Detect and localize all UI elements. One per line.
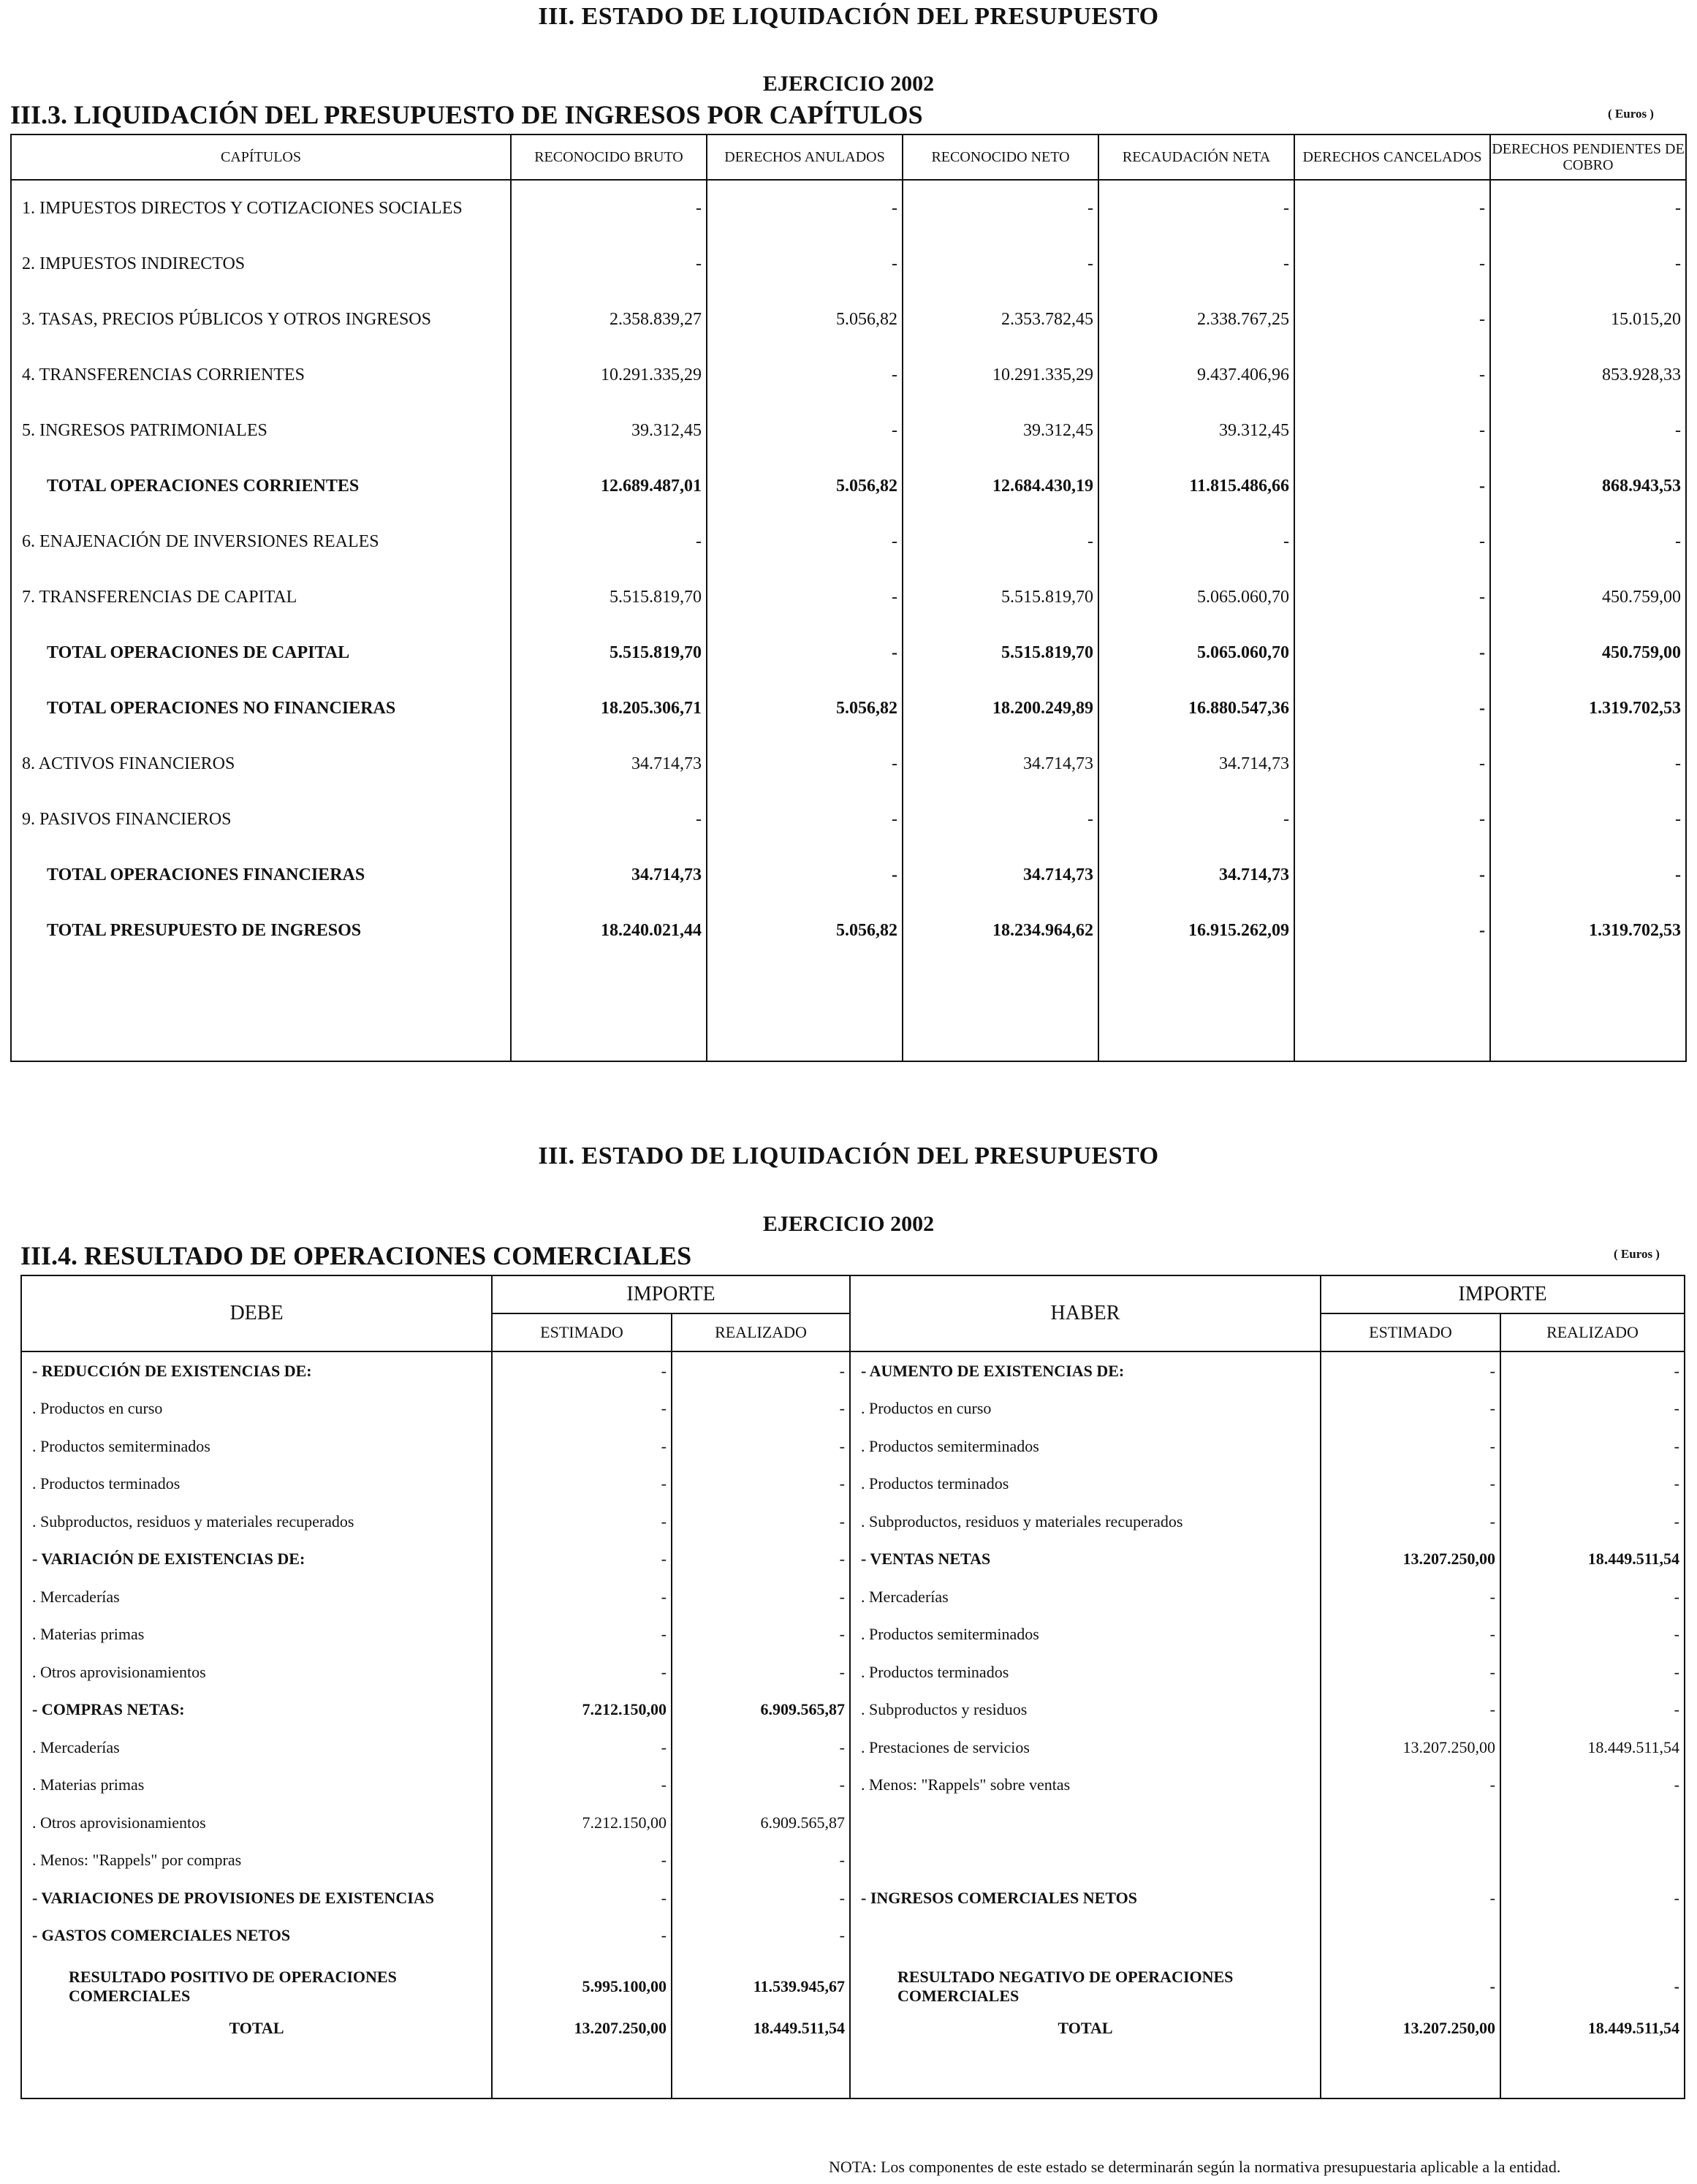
realizado-value: - bbox=[672, 1917, 850, 1955]
table-row bbox=[21, 1804, 1685, 1842]
row-value: 5.056,82 bbox=[707, 458, 903, 514]
realizado-value: - bbox=[1674, 1662, 1679, 1681]
realizado-value bbox=[1500, 1842, 1685, 1880]
row-value: - bbox=[707, 180, 903, 236]
debe-label: . Otros aprovisionamientos bbox=[21, 1804, 492, 1842]
estimado-value: - bbox=[1321, 1427, 1500, 1466]
row-value: 10.291.335,29 bbox=[903, 347, 1098, 403]
table-row bbox=[21, 2019, 1685, 2044]
table-row bbox=[21, 1541, 1685, 1579]
row-label: 8. ACTIVOS FINANCIEROS bbox=[11, 736, 511, 792]
header-importe-debe: IMPORTE bbox=[492, 1275, 850, 1313]
empty-row bbox=[11, 958, 1686, 1061]
row-value: - bbox=[1294, 292, 1490, 347]
table-row bbox=[21, 1616, 1685, 1654]
row-label: 9. PASIVOS FINANCIEROS bbox=[11, 792, 511, 847]
estimado-value: - bbox=[1321, 1616, 1500, 1654]
estimado-value: - bbox=[1321, 1653, 1500, 1691]
row-value: - bbox=[707, 736, 903, 792]
row-value: - bbox=[707, 403, 903, 458]
table-row bbox=[21, 1917, 1685, 1955]
estimado-value: 7.212.150,00 bbox=[492, 1691, 672, 1729]
row-value: - bbox=[707, 847, 903, 903]
row-value: - bbox=[1675, 254, 1681, 273]
table-row bbox=[11, 680, 1686, 736]
estimado-value: - bbox=[1321, 1691, 1500, 1729]
realizado-value: - bbox=[1674, 1474, 1679, 1493]
row-value: - bbox=[903, 792, 1098, 847]
realizado-value: - bbox=[1674, 1512, 1679, 1531]
table-row bbox=[21, 1691, 1685, 1729]
header-haber-realizado: REALIZADO bbox=[1500, 1313, 1685, 1351]
row-value: - bbox=[1675, 754, 1681, 773]
row-value: 10.291.335,29 bbox=[511, 347, 707, 403]
table-row bbox=[11, 292, 1686, 347]
table-row bbox=[21, 1767, 1685, 1805]
row-value: - bbox=[707, 347, 903, 403]
row-value: - bbox=[511, 236, 707, 292]
row-value: 16.880.547,36 bbox=[1098, 680, 1294, 736]
estimado-value: 7.212.150,00 bbox=[492, 1804, 672, 1842]
row-value: 5.515.819,70 bbox=[903, 625, 1098, 680]
haber-label: . Productos en curso bbox=[850, 1390, 1321, 1428]
row-label: TOTAL OPERACIONES DE CAPITAL bbox=[11, 625, 511, 680]
realizado-value: - bbox=[672, 1390, 850, 1428]
estimado-value bbox=[1321, 1842, 1500, 1880]
section1-title: III. ESTADO DE LIQUIDACIÓN DEL PRESUPUESTO bbox=[538, 3, 1159, 30]
debe-label: TOTAL bbox=[21, 2019, 492, 2044]
section1-subtitle: III.3. LIQUIDACIÓN DEL PRESUPUESTO DE INGRESOS POR CAPÍTULOS bbox=[10, 100, 923, 129]
row-value: 5.056,82 bbox=[707, 292, 903, 347]
table-row bbox=[21, 1351, 1685, 1390]
table-row bbox=[11, 847, 1686, 903]
header-recaudacion-neta: RECAUDACIÓN NETA bbox=[1098, 134, 1294, 180]
estimado-value: - bbox=[492, 1729, 672, 1767]
row-value: - bbox=[1675, 420, 1681, 440]
haber-label: . Mercaderías bbox=[850, 1578, 1321, 1616]
table-row bbox=[21, 1879, 1685, 1917]
table-row bbox=[11, 347, 1686, 403]
haber-label: TOTAL bbox=[850, 2019, 1321, 2044]
row-value: 5.056,82 bbox=[707, 680, 903, 736]
realizado-value: - bbox=[672, 1767, 850, 1805]
row-value: - bbox=[1294, 236, 1490, 292]
row-value: 34.714,73 bbox=[511, 736, 707, 792]
debe-label: - VARIACIONES DE PROVISIONES DE EXISTENCIAS bbox=[21, 1879, 492, 1917]
row-value: - bbox=[1294, 458, 1490, 514]
row-value: - bbox=[1294, 792, 1490, 847]
haber-label: . Menos: "Rappels" sobre ventas bbox=[850, 1767, 1321, 1805]
row-value: - bbox=[1675, 865, 1681, 884]
row-value: 1.319.702,53 bbox=[1589, 920, 1681, 940]
table-row bbox=[21, 1503, 1685, 1541]
table-row bbox=[21, 1954, 1685, 2019]
section1-unit: ( Euros ) bbox=[1608, 107, 1654, 121]
row-value: 39.312,45 bbox=[511, 403, 707, 458]
debe-label: - GASTOS COMERCIALES NETOS bbox=[21, 1917, 492, 1955]
realizado-value bbox=[1500, 1804, 1685, 1842]
row-value: - bbox=[707, 236, 903, 292]
header-haber: HABER bbox=[850, 1275, 1321, 1351]
row-value: 34.714,73 bbox=[903, 736, 1098, 792]
estimado-value bbox=[1321, 1917, 1500, 1955]
row-label: TOTAL OPERACIONES CORRIENTES bbox=[11, 458, 511, 514]
row-value: 5.056,82 bbox=[707, 903, 903, 958]
estimado-value: - bbox=[1321, 1879, 1500, 1917]
realizado-value: 18.449.511,54 bbox=[1587, 1737, 1679, 1756]
table-row bbox=[21, 1729, 1685, 1767]
header-haber-estimado: ESTIMADO bbox=[1321, 1313, 1500, 1351]
row-value: 15.015,20 bbox=[1611, 309, 1681, 329]
row-value: - bbox=[1294, 569, 1490, 625]
debe-label: . Menos: "Rappels" por compras bbox=[21, 1842, 492, 1880]
estimado-value: - bbox=[492, 1767, 672, 1805]
estimado-value: 13.207.250,00 bbox=[1321, 1541, 1500, 1579]
row-value: 5.515.819,70 bbox=[903, 569, 1098, 625]
row-label: 7. TRANSFERENCIAS DE CAPITAL bbox=[11, 569, 511, 625]
realizado-value: 6.909.565,87 bbox=[672, 1691, 850, 1729]
table-row bbox=[11, 736, 1686, 792]
haber-label: RESULTADO NEGATIVO DE OPERACIONES COMERCIALES bbox=[850, 1954, 1321, 2019]
empty-cell bbox=[672, 2044, 850, 2098]
haber-label bbox=[850, 1917, 1321, 1955]
row-value: - bbox=[1294, 347, 1490, 403]
header-derechos-anulados: DERECHOS ANULADOS bbox=[707, 134, 903, 180]
row-value: - bbox=[1098, 180, 1294, 236]
realizado-value: - bbox=[1674, 1700, 1679, 1719]
debe-label: - REDUCCIÓN DE EXISTENCIAS DE: bbox=[21, 1351, 492, 1390]
debe-label: . Mercaderías bbox=[21, 1729, 492, 1767]
table-row bbox=[11, 569, 1686, 625]
header-importe-haber: IMPORTE bbox=[1321, 1275, 1685, 1313]
row-label: 3. TASAS, PRECIOS PÚBLICOS Y OTROS INGRESOS bbox=[11, 292, 511, 347]
debe-label: . Productos en curso bbox=[21, 1390, 492, 1428]
realizado-value: - bbox=[672, 1541, 850, 1579]
estimado-value: - bbox=[1321, 1954, 1500, 2019]
estimado-value: 5.995.100,00 bbox=[492, 1954, 672, 2019]
table-row bbox=[21, 1427, 1685, 1466]
realizado-value: - bbox=[1674, 1361, 1679, 1380]
row-value: 450.759,00 bbox=[1602, 642, 1681, 662]
row-value: 39.312,45 bbox=[903, 403, 1098, 458]
estimado-value: - bbox=[1321, 1390, 1500, 1428]
realizado-value: 18.449.511,54 bbox=[1587, 2019, 1679, 2037]
row-value: 2.338.767,25 bbox=[1098, 292, 1294, 347]
estimado-value: - bbox=[492, 1351, 672, 1390]
estimado-value: - bbox=[1321, 1503, 1500, 1541]
header-debe: DEBE bbox=[21, 1275, 492, 1351]
debe-label: - VARIACIÓN DE EXISTENCIAS DE: bbox=[21, 1541, 492, 1579]
estimado-value: 13.207.250,00 bbox=[1321, 1729, 1500, 1767]
haber-label: . Productos terminados bbox=[850, 1466, 1321, 1504]
row-label: TOTAL OPERACIONES NO FINANCIERAS bbox=[11, 680, 511, 736]
haber-label: . Productos semiterminados bbox=[850, 1427, 1321, 1466]
haber-label: . Subproductos y residuos bbox=[850, 1691, 1321, 1729]
ingresos-capitulos-table bbox=[10, 134, 1687, 1062]
realizado-value: - bbox=[1674, 1977, 1679, 1995]
row-label: 4. TRANSFERENCIAS CORRIENTES bbox=[11, 347, 511, 403]
table-row bbox=[11, 514, 1686, 569]
estimado-value: - bbox=[492, 1503, 672, 1541]
estimado-value: - bbox=[492, 1917, 672, 1955]
estimado-value: - bbox=[492, 1466, 672, 1504]
row-value: 853.928,33 bbox=[1602, 365, 1681, 384]
row-value: 34.714,73 bbox=[903, 847, 1098, 903]
row-value: - bbox=[903, 236, 1098, 292]
estimado-value: - bbox=[1321, 1466, 1500, 1504]
row-value: 18.234.964,62 bbox=[903, 903, 1098, 958]
realizado-value: - bbox=[672, 1503, 850, 1541]
realizado-value: 11.539.945,67 bbox=[672, 1954, 850, 2019]
row-value: 18.240.021,44 bbox=[511, 903, 707, 958]
empty-cell bbox=[850, 2044, 1321, 2098]
row-value: - bbox=[707, 514, 903, 569]
estimado-value: - bbox=[1321, 1578, 1500, 1616]
empty-cell bbox=[1294, 958, 1490, 1061]
estimado-value: - bbox=[492, 1390, 672, 1428]
realizado-value: - bbox=[1674, 1888, 1679, 1907]
row-value: 34.714,73 bbox=[1098, 736, 1294, 792]
empty-cell bbox=[11, 958, 511, 1061]
haber-label: . Productos semiterminados bbox=[850, 1616, 1321, 1654]
realizado-value: - bbox=[672, 1616, 850, 1654]
estimado-value: - bbox=[492, 1879, 672, 1917]
row-value: 34.714,73 bbox=[511, 847, 707, 903]
table-row bbox=[11, 180, 1686, 236]
empty-cell bbox=[492, 2044, 672, 2098]
empty-cell bbox=[1321, 2044, 1500, 2098]
row-value: 9.437.406,96 bbox=[1098, 347, 1294, 403]
debe-label: . Materias primas bbox=[21, 1767, 492, 1805]
section2-unit: ( Euros ) bbox=[1614, 1247, 1660, 1261]
header-debe-estimado: ESTIMADO bbox=[492, 1313, 672, 1351]
row-value: 34.714,73 bbox=[1098, 847, 1294, 903]
realizado-value: - bbox=[1674, 1775, 1679, 1794]
estimado-value: - bbox=[492, 1578, 672, 1616]
row-value: - bbox=[511, 792, 707, 847]
table-row bbox=[11, 625, 1686, 680]
estimado-value: - bbox=[1321, 1351, 1500, 1390]
header-reconocido-bruto: RECONOCIDO BRUTO bbox=[511, 134, 707, 180]
debe-label: - COMPRAS NETAS: bbox=[21, 1691, 492, 1729]
empty-cell bbox=[903, 958, 1098, 1061]
realizado-value: - bbox=[672, 1879, 850, 1917]
row-label: TOTAL OPERACIONES FINANCIERAS bbox=[11, 847, 511, 903]
row-value: 5.515.819,70 bbox=[511, 569, 707, 625]
row-value: 5.515.819,70 bbox=[511, 625, 707, 680]
estimado-value: 13.207.250,00 bbox=[1321, 2019, 1500, 2044]
table-row bbox=[21, 1842, 1685, 1880]
row-value: - bbox=[1098, 792, 1294, 847]
row-value: - bbox=[1294, 514, 1490, 569]
haber-label: - AUMENTO DE EXISTENCIAS DE: bbox=[850, 1351, 1321, 1390]
empty-cell bbox=[707, 958, 903, 1061]
row-value: - bbox=[511, 514, 707, 569]
table-row bbox=[11, 458, 1686, 514]
row-value: - bbox=[903, 514, 1098, 569]
section2-ejercicio: EJERCICIO 2002 bbox=[762, 1212, 935, 1236]
table-row bbox=[21, 1466, 1685, 1504]
estimado-value: - bbox=[492, 1427, 672, 1466]
haber-label: . Productos terminados bbox=[850, 1653, 1321, 1691]
row-value: - bbox=[1098, 514, 1294, 569]
row-value: 868.943,53 bbox=[1602, 476, 1681, 496]
realizado-value: - bbox=[672, 1578, 850, 1616]
debe-label: . Productos semiterminados bbox=[21, 1427, 492, 1466]
row-value: 11.815.486,66 bbox=[1098, 458, 1294, 514]
realizado-value: 18.449.511,54 bbox=[1587, 1550, 1679, 1569]
empty-cell bbox=[1500, 2044, 1685, 2098]
table-row bbox=[11, 236, 1686, 292]
row-value: 12.689.487,01 bbox=[511, 458, 707, 514]
row-value: 12.684.430,19 bbox=[903, 458, 1098, 514]
empty-cell bbox=[21, 2044, 492, 2098]
table-row bbox=[11, 403, 1686, 458]
estimado-value: - bbox=[492, 1541, 672, 1579]
row-value: - bbox=[1675, 809, 1681, 829]
row-value: 2.358.839,27 bbox=[511, 292, 707, 347]
haber-label: . Subproductos, residuos y materiales recuperados bbox=[850, 1503, 1321, 1541]
realizado-value: - bbox=[672, 1466, 850, 1504]
realizado-value: - bbox=[1674, 1399, 1679, 1418]
haber-label bbox=[850, 1842, 1321, 1880]
empty-cell bbox=[1490, 958, 1686, 1061]
row-label: 5. INGRESOS PATRIMONIALES bbox=[11, 403, 511, 458]
header-debe-realizado: REALIZADO bbox=[672, 1313, 850, 1351]
row-label: 2. IMPUESTOS INDIRECTOS bbox=[11, 236, 511, 292]
debe-label: . Productos terminados bbox=[21, 1466, 492, 1504]
header-derechos-cancelados: DERECHOS CANCELADOS bbox=[1294, 134, 1490, 180]
table-header-row bbox=[11, 134, 1686, 180]
row-value: - bbox=[1675, 531, 1681, 551]
row-value: 5.065.060,70 bbox=[1098, 625, 1294, 680]
realizado-value: - bbox=[672, 1842, 850, 1880]
debe-label: RESULTADO POSITIVO DE OPERACIONES COMERCIALES bbox=[21, 1954, 492, 2019]
section2-title: III. ESTADO DE LIQUIDACIÓN DEL PRESUPUESTO bbox=[538, 1142, 1159, 1169]
row-value: 18.205.306,71 bbox=[511, 680, 707, 736]
row-value: - bbox=[1294, 403, 1490, 458]
row-label: TOTAL PRESUPUESTO DE INGRESOS bbox=[11, 903, 511, 958]
realizado-value: - bbox=[1674, 1625, 1679, 1644]
empty-row bbox=[21, 2044, 1685, 2098]
debe-label: . Subproductos, residuos y materiales recuperados bbox=[21, 1503, 492, 1541]
row-value: - bbox=[1294, 625, 1490, 680]
haber-label: - INGRESOS COMERCIALES NETOS bbox=[850, 1879, 1321, 1917]
table-row bbox=[21, 1653, 1685, 1691]
row-label: 6. ENAJENACIÓN DE INVERSIONES REALES bbox=[11, 514, 511, 569]
empty-cell bbox=[1098, 958, 1294, 1061]
row-value: - bbox=[707, 569, 903, 625]
realizado-value: - bbox=[672, 1427, 850, 1466]
estimado-value: - bbox=[492, 1653, 672, 1691]
row-value: - bbox=[707, 625, 903, 680]
row-value: - bbox=[1294, 680, 1490, 736]
debe-label: . Otros aprovisionamientos bbox=[21, 1653, 492, 1691]
realizado-value: - bbox=[672, 1653, 850, 1691]
row-value: 450.759,00 bbox=[1602, 587, 1681, 607]
realizado-value: - bbox=[672, 1729, 850, 1767]
section2-subtitle: III.4. RESULTADO DE OPERACIONES COMERCIALES bbox=[20, 1241, 692, 1270]
footnote: NOTA: Los componentes de este estado se determinarán según la normativa presupuestaria aplicable a la entidad. bbox=[829, 2158, 1561, 2176]
debe-label: . Mercaderías bbox=[21, 1578, 492, 1616]
empty-cell bbox=[511, 958, 707, 1061]
estimado-value: 13.207.250,00 bbox=[492, 2019, 672, 2044]
row-value: - bbox=[1294, 736, 1490, 792]
realizado-value: 6.909.565,87 bbox=[672, 1804, 850, 1842]
row-value: - bbox=[1675, 198, 1681, 218]
realizado-value: - bbox=[1674, 1587, 1679, 1606]
row-value: 2.353.782,45 bbox=[903, 292, 1098, 347]
header-reconocido-neto: RECONOCIDO NETO bbox=[903, 134, 1098, 180]
table-row bbox=[21, 1578, 1685, 1616]
row-value: 39.312,45 bbox=[1098, 403, 1294, 458]
row-value: - bbox=[511, 180, 707, 236]
estimado-value: - bbox=[1321, 1767, 1500, 1805]
table-row bbox=[21, 1390, 1685, 1428]
estimado-value: - bbox=[492, 1842, 672, 1880]
section1-ejercicio: EJERCICIO 2002 bbox=[762, 72, 935, 96]
row-value: 18.200.249,89 bbox=[903, 680, 1098, 736]
table-row bbox=[11, 792, 1686, 847]
row-value: - bbox=[1294, 180, 1490, 236]
haber-label: - VENTAS NETAS bbox=[850, 1541, 1321, 1579]
row-value: - bbox=[1294, 903, 1490, 958]
row-value: - bbox=[1294, 847, 1490, 903]
haber-label: . Prestaciones de servicios bbox=[850, 1729, 1321, 1767]
row-value: - bbox=[707, 792, 903, 847]
row-value: 1.319.702,53 bbox=[1589, 698, 1681, 718]
row-value: 16.915.262,09 bbox=[1098, 903, 1294, 958]
row-value: - bbox=[903, 180, 1098, 236]
header-capitulos: CAPÍTULOS bbox=[11, 134, 511, 180]
header-pendientes-cobro: DERECHOS PENDIENTES DE COBRO bbox=[1490, 134, 1686, 180]
realizado-value: - bbox=[1674, 1436, 1679, 1455]
debe-label: . Materias primas bbox=[21, 1616, 492, 1654]
realizado-value: - bbox=[672, 1351, 850, 1390]
row-value: 5.065.060,70 bbox=[1098, 569, 1294, 625]
estimado-value: - bbox=[492, 1616, 672, 1654]
row-value: - bbox=[1098, 236, 1294, 292]
estimado-value bbox=[1321, 1804, 1500, 1842]
haber-label bbox=[850, 1804, 1321, 1842]
operaciones-comerciales-table bbox=[20, 1275, 1685, 2099]
row-label: 1. IMPUESTOS DIRECTOS Y COTIZACIONES SOCIALES bbox=[11, 180, 511, 236]
table-row bbox=[11, 903, 1686, 958]
realizado-value: 18.449.511,54 bbox=[672, 2019, 850, 2044]
realizado-value bbox=[1500, 1917, 1685, 1955]
